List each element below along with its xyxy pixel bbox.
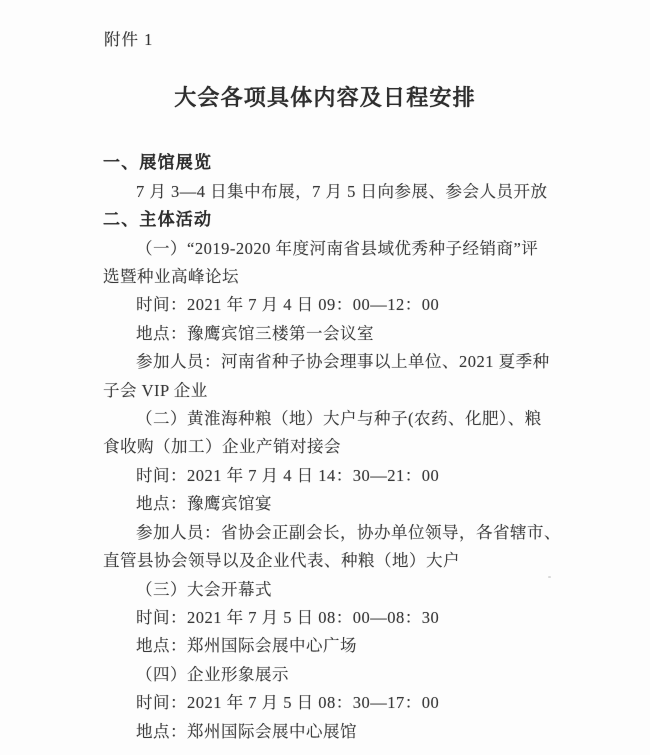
- scan-artifact: [548, 576, 551, 578]
- event3-time: 时间：2021 年 7 月 5 日 08：00—08：30: [136, 607, 440, 627]
- document-body: [0, 149, 650, 746]
- event4-time: 时间：2021 年 7 月 5 日 08：30—17：00: [136, 693, 440, 713]
- event2-participants-continuation: 直管县协会领导以及企业代表、种粮（地）大户: [103, 551, 460, 571]
- event1-participants-continuation: 子会 VIP 企业: [103, 380, 208, 400]
- event3-heading: （三）大会开幕式: [136, 579, 272, 599]
- event1-participants: 参加人员：河南省种子协会理事以上单位、2021 夏季种: [136, 352, 550, 372]
- document-title: 大会各项具体内容及日程安排: [174, 85, 476, 111]
- attachment-label: 附件 1: [104, 30, 154, 49]
- event2-heading: （二）黄淮海种粮（地）大户与种子(农药、化肥）、粮: [136, 409, 542, 429]
- section-heading-exhibition: 一、展馆展览: [103, 153, 213, 173]
- event1-heading: （一）“2019-2020 年度河南省县域优秀种子经销商”评: [136, 238, 539, 258]
- event1-location: 地点：豫鹰宾馆三楼第一会议室: [136, 323, 374, 343]
- event4-location: 地点：郑州国际会展中心展馆: [136, 721, 357, 741]
- event2-time: 时间：2021 年 7 月 4 日 14：30—21：00: [136, 465, 440, 485]
- section-heading-main-activities: 二、主体活动: [103, 210, 213, 230]
- event2-participants: 参加人员：省协会正副会长，协办单位领导，各省辖市、: [136, 522, 561, 542]
- exhibition-schedule-line: 7 月 3—4 日集中布展，7 月 5 日向参展、参会人员开放: [136, 181, 548, 201]
- event1-heading-continuation: 选暨种业高峰论坛: [103, 267, 239, 287]
- event4-heading: （四）企业形象展示: [136, 664, 289, 684]
- event1-time: 时间：2021 年 7 月 4 日 09：00—12：00: [136, 295, 440, 315]
- event2-heading-continuation: 食收购（加工）企业产销对接会: [103, 437, 341, 457]
- event3-location: 地点：郑州国际会展中心广场: [136, 636, 357, 656]
- event2-location: 地点：豫鹰宾馆宴: [136, 494, 272, 514]
